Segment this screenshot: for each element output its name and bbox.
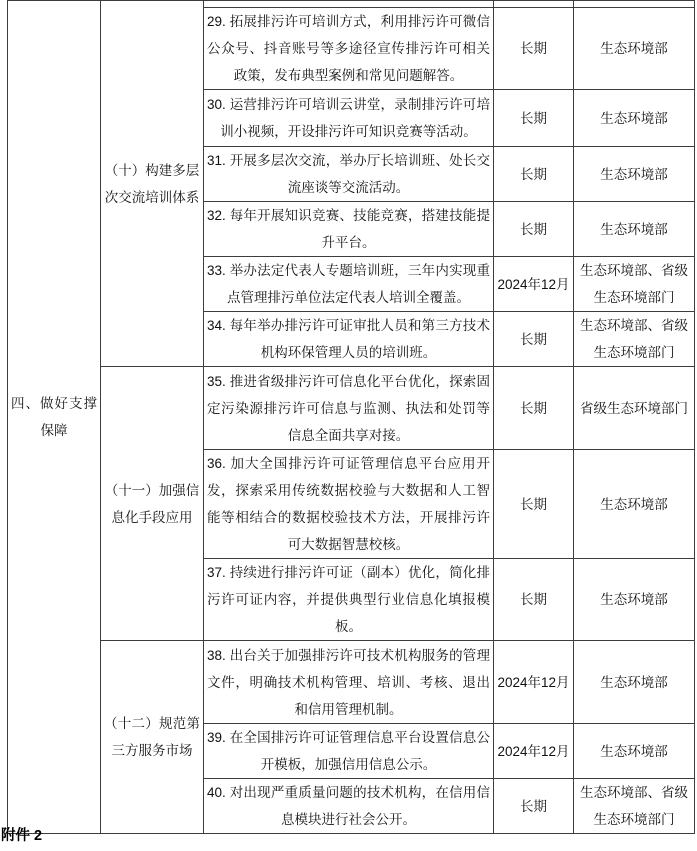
task-cell: 35. 推进省级排污许可信息化平台优化，探索固定污染源排污许可信息与监测、执法和处罚等信息全面共享对接。 bbox=[204, 367, 494, 450]
cut-off-row bbox=[8, 1, 695, 8]
schedule-cell: 长期 bbox=[494, 312, 574, 367]
department-cell: 生态环境部 bbox=[574, 147, 695, 202]
cut-off-task-cell bbox=[204, 1, 494, 8]
task-cell: 34. 每年举办排污许可证审批人员和第三方技术机构环保管理人员的培训班。 bbox=[204, 312, 494, 367]
task-cell: 40. 对出现严重质量问题的技术机构，在信用信息模块进行社会公开。 bbox=[204, 779, 494, 834]
schedule-cell: 长期 bbox=[494, 147, 574, 202]
department-cell: 生态环境部、省级生态环境部门 bbox=[574, 312, 695, 367]
section-cell: 四、做好支撑保障 bbox=[8, 1, 101, 834]
task-cell: 31. 开展多层次交流，举办厅长培训班、处长交流座谈等交流活动。 bbox=[204, 147, 494, 202]
schedule-cell: 长期 bbox=[494, 559, 574, 641]
department-cell: 生态环境部 bbox=[574, 641, 695, 724]
schedule-cell: 长期 bbox=[494, 367, 574, 450]
task-cell: 29. 拓展排污许可培训方式，利用排污许可微信公众号、抖音账号等多途径宣传排污许可相关政策，发布典型案例和常见问题解答。 bbox=[204, 8, 494, 90]
document-page bbox=[7, 0, 695, 834]
schedule-cell: 长期 bbox=[494, 8, 574, 90]
department-cell: 生态环境部 bbox=[574, 450, 695, 559]
task-cell: 38. 出台关于加强排污许可技术机构服务的管理文件，明确技术机构管理、培训、考核、退出和信用管理机制。 bbox=[204, 641, 494, 724]
action-plan-table bbox=[7, 0, 695, 834]
task-cell: 39. 在全国排污许可证管理信息平台设置信息公开模板，加强信用信息公示。 bbox=[204, 724, 494, 779]
department-cell: 生态环境部、省级生态环境部门 bbox=[574, 779, 695, 834]
task-cell: 37. 持续进行排污许可证（副本）优化，简化排污许可证内容，并提供典型行业信息化填报模板。 bbox=[204, 559, 494, 641]
group-cell-11: （十一）加强信息化手段应用 bbox=[101, 367, 204, 641]
schedule-cell: 2024年12月 bbox=[494, 724, 574, 779]
table-row bbox=[8, 641, 695, 724]
schedule-cell: 2024年12月 bbox=[494, 257, 574, 312]
cut-off-department-cell bbox=[574, 1, 695, 8]
schedule-cell: 长期 bbox=[494, 202, 574, 257]
department-cell: 省级生态环境部门 bbox=[574, 367, 695, 450]
department-cell: 生态环境部、省级生态环境部门 bbox=[574, 257, 695, 312]
task-cell: 30. 运营排污许可培训云讲堂，录制排污许可培训小视频，开设排污许可知识竞赛等活动。 bbox=[204, 90, 494, 147]
department-cell: 生态环境部 bbox=[574, 724, 695, 779]
group-cell-10: （十）构建多层次交流培训体系 bbox=[101, 1, 204, 367]
department-cell: 生态环境部 bbox=[574, 8, 695, 90]
table-row bbox=[8, 367, 695, 450]
group-cell-12: （十二）规范第三方服务市场 bbox=[101, 641, 204, 834]
task-cell: 33. 举办法定代表人专题培训班，三年内实现重点管理排污单位法定代表人培训全覆盖。 bbox=[204, 257, 494, 312]
department-cell: 生态环境部 bbox=[574, 559, 695, 641]
schedule-cell: 长期 bbox=[494, 90, 574, 147]
schedule-cell: 2024年12月 bbox=[494, 641, 574, 724]
schedule-cell: 长期 bbox=[494, 779, 574, 834]
cut-off-schedule-cell bbox=[494, 1, 574, 8]
schedule-cell: 长期 bbox=[494, 450, 574, 559]
department-cell: 生态环境部 bbox=[574, 90, 695, 147]
task-cell: 32. 每年开展知识竞赛、技能竞赛，搭建技能提升平台。 bbox=[204, 202, 494, 257]
attachment-heading: 附件 2 bbox=[1, 828, 43, 844]
task-cell: 36. 加大全国排污许可证管理信息平台应用开发，探索采用传统数据校验与大数据和人工智能等相结合的数据校验技术方法，开展排污许可大数据智慧校核。 bbox=[204, 450, 494, 559]
department-cell: 生态环境部 bbox=[574, 202, 695, 257]
